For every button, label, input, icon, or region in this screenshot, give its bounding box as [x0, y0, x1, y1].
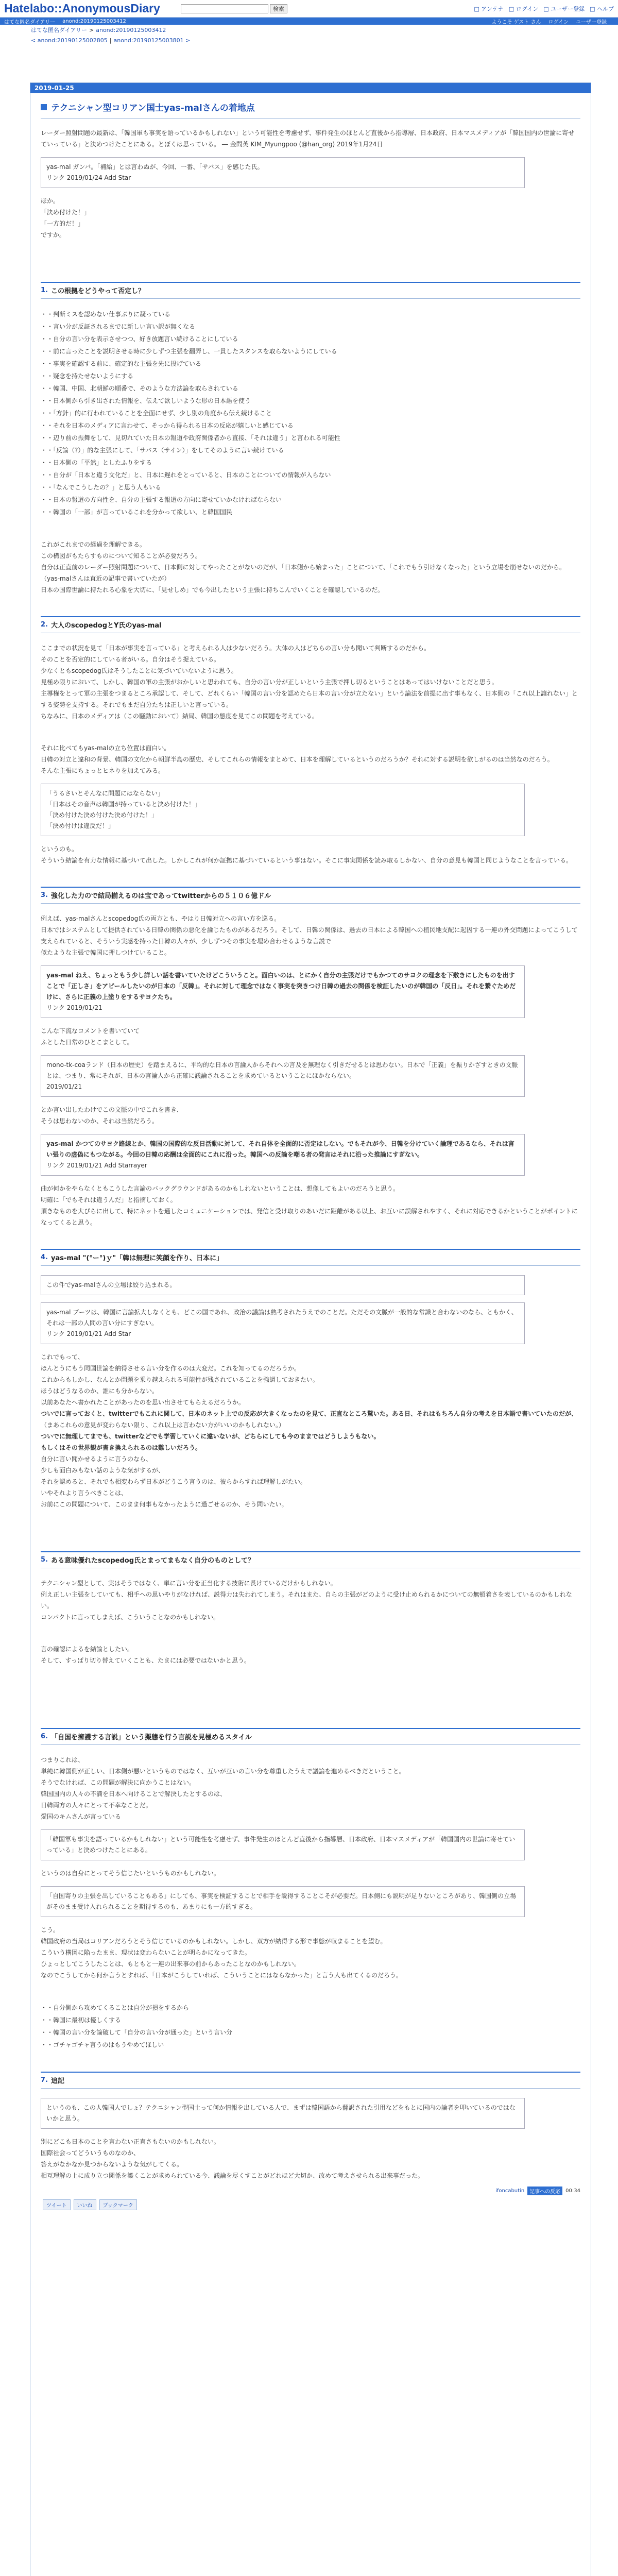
next-entry-link[interactable]: anond:20190125003801 >	[113, 37, 191, 44]
bar-site-link[interactable]: はてな匿名ダイアリー	[4, 19, 56, 25]
text-line: この構図がもたらすものについて知ることが必要だろう。	[41, 552, 201, 560]
quote-box	[41, 1886, 525, 1917]
bullet-list	[41, 308, 580, 518]
paragraph	[41, 1183, 580, 1228]
text-line: というのは自身にとってそう信じたいというものかもしれない。	[41, 1870, 220, 1877]
author-link[interactable]: ifoncabutin	[495, 2188, 525, 2194]
breadcrumb-home[interactable]: はてな匿名ダイアリー	[31, 27, 88, 33]
text-line: 例え正しい主張をしていても、相手への思いやりがなければ、説得力は失われてしまう。それはまた、自らの主張がどのように受け止められるかについての無頓着さを表しているのかもしれない。	[41, 1591, 572, 1609]
paragraph	[41, 195, 580, 241]
quote-box	[41, 1275, 525, 1295]
section-heading	[41, 2072, 580, 2089]
text-line: ついでに無理してまでも、twitterなどでも学習していくに違いないが、どちらにしても今のままではどうしようもない。	[41, 1433, 380, 1440]
top-bar	[0, 18, 618, 25]
list-item: ・ ・疑念を持たせないようにする	[41, 370, 580, 382]
text-line: 愛国のキムさんが言っている	[41, 1813, 121, 1820]
text-line: 単純に韓国側が正しい、日本側が悪いというものではなく、互いが互いの言い分を尊重したうえで議論を進めるべきだということ。	[41, 1768, 405, 1775]
section-heading	[41, 1249, 580, 1266]
quote-line: yas-mal ガンバ。「補給」とは言わぬが、今回、一番、「サバス」を感じた氏。	[46, 163, 264, 171]
section-title: この根拠をどうやって否定し？	[50, 287, 145, 295]
title-square-icon	[41, 104, 47, 110]
bookmark-button[interactable]: ブックマーク	[99, 2199, 137, 2210]
section-number: 5.	[41, 1556, 48, 1564]
text-line: 曲が何かをやらなくともこうした言論のバックグラウンドがあるのかもしれないということは、想像してもよいのだろうと思う。	[41, 1185, 400, 1192]
text-line: 以前あなたへ書かれたことがあったのを思い出させてもらえるだろうか。	[41, 1399, 245, 1406]
section-title: ある意味優れたscopedog氏とまってまもなく自分のものとして？	[50, 1557, 255, 1565]
text-line: 少しも面白みもない話のような気がするが、	[41, 1467, 165, 1474]
text-line: 韓国政府の当局はコリアンだろうとそう信じているのかもしれない。しかし、双方が納得する形で事態が収まることを望む。	[41, 1938, 387, 1945]
quote-line: 「決め付けた決め付けた決め付けた！」	[46, 811, 158, 819]
list-item: ・ ・自分の言い分を表示させつつ、好き放題言い続けることにしている	[41, 333, 580, 345]
section-number: 7.	[41, 2076, 48, 2084]
section-heading	[41, 282, 580, 299]
text-line: 答えがなかなか見つからないような気がしてくる。	[41, 2161, 183, 2168]
login-link[interactable]: □ ログイン	[508, 5, 539, 12]
quote-box	[41, 1134, 525, 1176]
text-line: もしくはその世界観が書き換えられるのは難しいだろう。	[41, 1444, 202, 1451]
quote-line: リンク 2019/01/24 Add Star	[46, 174, 131, 181]
bar-login-link[interactable]: ログイン	[548, 19, 569, 25]
quote-line: この件でyas-malさんの立場は絞り込まれる。	[46, 1281, 176, 1289]
list-item: ・ ・韓国の「一部」が言っているこれを分かって欲しい、と韓国国民	[41, 506, 580, 518]
text-line: 相互理解の上に成り立つ関係を築くことが求められている今、議論を尽くすことがどれほど大切か、改めて考えさせられる出来事だった。	[41, 2172, 424, 2179]
text-line: これからもしかし、なんとか問題を乗り越えられる可能性が残されていることを強調しておきたい。	[41, 1376, 319, 1383]
section-title: 「自国を擁護する言説」という擬態を行う言説を見極めるスタイル	[50, 1734, 252, 1741]
section-number: 2.	[41, 621, 48, 629]
entry-pager: < anond:20190125002805 | anond:20190125003801 >	[31, 37, 191, 44]
entry-title-text: テクニシャン型コリアン国士yas-malさんの着地点	[51, 103, 255, 113]
text-line: 例えば、yas-malさんとscopedog氏の両方とも、やはり日韓対立への言い方を巡る。	[41, 915, 281, 922]
list-item: ・ ・判断ミスを認めない仕事ぶりに凝っている	[41, 308, 580, 320]
text-line: 頂きなものを大ぴらに出して、特にネットを通したコミュニケーションでは、発信と受け取りのあいだに距離がある以上、お互いに誤解されやすく、それに対応できるかということがポイントになってくると思う。	[41, 1208, 578, 1226]
entry-body	[30, 93, 591, 2214]
section-number: 4.	[41, 1253, 48, 1261]
text-line: そうでなければ、この問題が解決に向かうことはない。	[41, 1779, 196, 1786]
text-line: 主導権をとって軍の主張をつまるところ承認して、そして、どれくらい「韓国の言い分を認めたら日本の言い分が立たない」という論法を前提に出す事もなく、日本側の「これ以上譲れない」とする姿勢を支持する。それでもまだ自分たちは正しいと言っている。	[41, 690, 578, 708]
list-item: ・ ・事実を確認する前に、確定的な主張を先に投げている	[41, 358, 580, 370]
text-line: 日韓の対立と違和の背景、韓国の文化から朝鮮半島の歴史、そしてこれらの情報をまとめて、日本を理解しているというのだろうか？それに対する説明を欲しがるのは当然なのだろう。	[41, 756, 554, 763]
paragraph	[41, 913, 580, 958]
text-line: なのでこうしてから何か言うとすれば、「日本がこうしていれば、こういうことにはならなかった」と言う人も出てくるのだろう。	[41, 1972, 403, 1979]
paragraph	[41, 1643, 580, 1666]
quote-line: yas-mal ブーツは、韓国に言論拡大しなくとも、どこの国であれ、政治の議論は熟考されたうえでのことだ。ただその文脈が一般的な常識と合わないのなら、ともかく、それは一部の人間の言い分にすぎない。	[46, 1309, 518, 1327]
text-line: そうは思わないのか、それは当然だろう。	[41, 1117, 159, 1125]
paragraph	[41, 843, 580, 866]
list-item: ・ ・ゴチャゴチャ言うのはもうやめてほしい	[41, 2039, 580, 2051]
site-logo[interactable]: Hatelabo::AnonymousDiary	[4, 2, 160, 15]
entry-box	[30, 82, 591, 2576]
text-line: 似たような主張で韓国に押しつけていること。	[41, 949, 171, 956]
list-item: ・ ・言い分が反証されるまでに新しい言い訳が無くなる	[41, 320, 580, 333]
text-line: ここまでの状況を見て「日本が事実を言っている」と考えられる人は少ないだろう。大体の人はどちらの言い分も聞いて判断するのだから。	[41, 645, 431, 652]
header-links	[474, 5, 614, 13]
text-line: ですか。	[41, 231, 66, 239]
list-item: ・ ・自分側から攻めてくることは自分が損をするから	[41, 2002, 580, 2014]
text-line: これでもって、	[41, 1353, 84, 1361]
bar-register-link[interactable]: ユーザー登録	[576, 19, 607, 25]
list-item: ・ ・韓国、中国、北朝鮮の順番で、そのような方法論を取らされている	[41, 382, 580, 395]
section-title: 追記	[50, 2077, 64, 2085]
list-item: ・ ・韓国の言い分を論破して「自分の言い分が通った」という言い分	[41, 2026, 580, 2039]
section-heading	[41, 1551, 580, 1568]
site-header	[0, 0, 618, 18]
bar-entry-id: anond:20190125003412	[62, 18, 126, 24]
quote-line: リンク 2019/01/21 Add Star	[46, 1330, 131, 1337]
text-line: 明確に「でもそれは違うんだ」と指摘しておく。	[41, 1196, 177, 1204]
section-heading	[41, 1728, 580, 1745]
lead-quote: レーダー照射問題の最新は、「韓国軍も事実を語っているかもしれない」という可能性を考慮せず、事件発生のほとんど直後から指導層、日本政府、日本マスメディアが「韓国国内の世論に寄せていっている」と決めつけたことにある。とぼくは思っている。 ― 金間英 KIM_Myungpoo (@han_org) 2019年1月24日	[41, 129, 575, 148]
prev-entry-link[interactable]: < anond:20190125002805	[31, 37, 108, 44]
section-title: yas-mal "(°ー°)ｙ"「韓は無理に笑顔を作り、日本に」	[50, 1255, 224, 1262]
text-line: ふとした日常のひとこまとして。	[41, 1039, 133, 1046]
paragraph	[41, 1351, 580, 1510]
text-line: 自分は正直前のレーダー照射問題について、日本側に対してやったことがないのだが、「日本側から始まった」ことについて、「これでもう引けなくなった」という立場を崩せないのだから。（yas-malさんは直近の記事で書いていたが）	[41, 564, 566, 582]
bullet-list	[41, 2002, 580, 2051]
quote-box	[41, 965, 525, 1018]
quote-line: 「日本はその音声は韓国が持っていると決め付けた！」	[46, 801, 201, 808]
paragraph	[41, 1025, 580, 1048]
list-item: ・ ・日本側から引き出された情報を、伝えて欲しいような形の日本語を使う	[41, 395, 580, 407]
list-item: ・ ・「方針」的に行われていることを全面にせず、少し別の角度から伝え続けること	[41, 407, 580, 419]
search-button[interactable]: 検索	[270, 4, 287, 13]
list-item: ・ ・日本の報道の方向性を、自分の主張する報道の方向に寄せていかなければならない	[41, 494, 580, 506]
paragraph	[41, 1104, 580, 1127]
quote-line: mono-tk-coaランド（日本の歴史）を踏まえるに、平均的な日本の言論人からそれへの言及を無理なく引きだせるとは思わない。日本で「正義」を振りかざすときの文脈とは、つまり、常にそれが、日本の言論人から正確に議論されることを求めているということにほかならない。	[46, 1061, 518, 1079]
text-line: そのことを否定的にしている者がいる。自分はそう捉えている。	[41, 656, 220, 663]
text-line: 日韓両方の人々にとって不幸なことだ。	[41, 1802, 152, 1809]
text-line: ついでに言っておくと、twitterでもこれに関して、日本のネット上での反応が大きくなったのを見て、正直なところ驚いた。ある日、それはもちろん自分の考えを日本語で書いていたのだが、	[41, 1410, 577, 1417]
text-line: コンパクトに言ってしまえば、こういうことなのかもしれない。	[41, 1614, 220, 1621]
quote-line: yas-mal ねえ、ちょっともう少し詳しい話を書いていたけどこういうこと。面白いのは、とにかく自分の主張だけでもかつてのサヨクの理念を下敷きにしたものを出すことで「正しさ」をアピールしたいのが日本の「反韓」。それに対して理念ではなく事実を突きつけ日韓の過去の関係を検証したいのが韓国の「反日」。それを繋ぐためだけに、さらに正義の上塗りをするサヨクたち。	[46, 972, 516, 1001]
bar-greeting: ようこそ ゲスト さん	[491, 19, 541, 25]
list-item: ・ ・日本側の「平然」としたふりをする	[41, 456, 580, 469]
section-number: 6.	[41, 1733, 48, 1740]
text-line: ほか。	[41, 197, 60, 205]
section-title: 強化した力ので結局揃えるのは宝であってtwitterからの５１０６億ドル	[50, 892, 271, 900]
help-link[interactable]: □ ヘルプ	[590, 5, 614, 12]
entry-date: 2019-01-25	[30, 83, 591, 93]
quote-box	[41, 784, 525, 836]
text-line: 自分に言い聞かせるように言うのなら、	[41, 1455, 152, 1463]
quote-line: リンク 2019/01/21	[46, 1004, 102, 1011]
paragraph	[41, 539, 580, 596]
text-line: 言の確認によるを結論としたい。	[41, 1646, 134, 1653]
quote-line: 「決め付けは違反だ！」	[46, 822, 115, 829]
text-line: そういう結論を有力な情報に基づいて出した。しかしこれが何か証拠に基づいているという事はない。そこに事実関係を読み取るしかない、自分の意見も韓国と同じようなことを言っている。	[41, 857, 573, 864]
text-line: そんな主張にちょっとヒネりを加えてみる。	[41, 767, 165, 774]
text-line: （まあこれらの意見が変わらない限り、これ以上は言わない方がいいのかもしれない。）	[41, 1421, 285, 1429]
quote-line: 「自国寄りの主張を出していることもある」にしても、事実を検証することで相手を説得することこそが必要だ。日本側にも説明が足りないところがあり、韓国側の立場がそのまま受け入れられることを期待するのも、あまりにも一方的すぎる。	[46, 1892, 517, 1910]
register-link[interactable]: □ ユーザー登録	[543, 5, 585, 12]
text-line: とか言い出したわけでこの文脈の中でこれを書き、	[41, 1106, 183, 1113]
quote-line: 2019/01/21	[46, 1083, 82, 1090]
text-line: 別にどこも日本のことを言わない正直さもないのかもしれない。	[41, 2138, 220, 2145]
list-item: ・ ・それを日本のメディアに言わせて、そっから得られる日本の反応が嬉しいと感じている	[41, 419, 580, 432]
section-number: 3.	[41, 891, 48, 899]
text-line: そして、すっぱり切り替えていくことも、たまには必要ではないかと思う。	[41, 1657, 251, 1664]
quote-line: yas-mal かつてのサヨク路線とか、韓国の国際的な反日活動に対して、それ自体を全面的に否定はしない。でもそれが今、日韓を分けていく論理であるなら、それは言い張りの虚偽にもつながる。今回の日韓の応酬は全面的にこれに沿った。韓国への反論を嘲る者の発言はそれに沿った推論にすぎない。	[46, 1140, 514, 1158]
quote-line: 「韓国軍も事実を語っているかもしれない」という可能性を考慮せず、事件発生のほとんど直後から指導層、日本政府、日本マスメディアが「韓国国内の世論に寄せていっている」と決めつけたことにある。	[46, 1836, 516, 1854]
text-line: ほんとうにもう同国世論を納得させる言い分を作るのは大変だ。これを知ってるのだろうか。	[41, 1365, 301, 1372]
section-number: 1.	[41, 286, 48, 294]
text-line: いやそれより言うべきことは、	[41, 1489, 128, 1497]
text-line: それを認めると、それでも相変わらず日本がどうこう言うのは、彼らからすれば理解しがたい。	[41, 1478, 307, 1485]
quote-line: リンク 2019/01/21 Add Starrayer	[46, 1162, 147, 1169]
entry-title	[41, 98, 580, 119]
text-line: というのも。	[41, 845, 78, 853]
like-button[interactable]: いいね	[74, 2199, 96, 2210]
paragraph	[41, 1578, 580, 1623]
text-line: それに比べてもyas-malの立ち位置は面白い。	[41, 744, 170, 752]
quote-box	[41, 2098, 525, 2129]
text-line: 「一方的だ！」	[41, 220, 84, 227]
text-line: こう。	[41, 1926, 60, 1934]
text-line: 日本の国際世論に持たれる心象を大切に、「見せしめ」でも今出したという主張に持ちこんでいくことを確認しているのだ。	[41, 586, 384, 594]
paragraph	[41, 742, 580, 776]
text-line: つまりこれは、	[41, 1756, 84, 1764]
antenna-link[interactable]: □ アンテナ	[474, 5, 504, 12]
text-line: テクニシャン型として、実はそうではなく、単に言い分を正当化する技術に長けているだけかもしれない。	[41, 1580, 337, 1587]
text-line: 「決め付けた！」	[41, 209, 91, 216]
quote-line: というのも、この人韓国人でしょ？テクニシャン型国士って何か情報を出している人で、まずは韓国語から翻訳された引用などをもとに国内の論者を叩いているのではないかと思う。	[46, 2104, 516, 2122]
tweet-button[interactable]: ツイート	[43, 2199, 71, 2210]
section-title: 大人のscopedogとY氏のyas-mal	[50, 622, 162, 630]
quote-box	[41, 157, 525, 188]
paragraph	[41, 642, 580, 722]
text-line: これがこれまでの経過を理解できる。	[41, 541, 146, 548]
text-line: 韓国国内の人々の不満を日本へ向けることで解決したとするのは、	[41, 1790, 227, 1798]
text-line: 国際社会ってどういうものなのか、	[41, 2149, 140, 2157]
breadcrumb: はてな匿名ダイアリー > anond:20190125003412	[31, 26, 166, 33]
breadcrumb-entry[interactable]: anond:20190125003412	[96, 26, 166, 33]
paragraph	[41, 1868, 580, 1879]
quote-box	[41, 1302, 525, 1344]
list-item: ・ ・辺り前の振舞をして、見切れていた日本の報道や政府関係者から直接、「それは違う」と言われる可能性	[41, 432, 580, 444]
paragraph	[41, 2136, 580, 2181]
share-buttons	[41, 2199, 580, 2214]
list-item: ・ ・韓国に最初は優しくする	[41, 2014, 580, 2026]
text-line: 見極め限りにおいて、しかし、韓国の軍の主張がおかしいと思われても、自分の言い分が正しいという主張で押し切るということはあってはいけないことだと思う。	[41, 679, 498, 686]
responses-link[interactable]: 記事への反応	[527, 2187, 562, 2195]
paragraph	[41, 1924, 580, 1981]
text-line: こんな下流なコメントを書いていて	[41, 1027, 140, 1035]
entry-footer	[41, 2181, 580, 2199]
text-line: ひょっとしてこうしたことは、もともと一連の出来事の前からあったことなのかもしれない。	[41, 1960, 300, 1968]
quote-line: 「うるさいとそんなに問題にはならない」	[46, 790, 164, 797]
quote-box	[41, 1055, 525, 1097]
search-input[interactable]	[181, 4, 268, 13]
entry-time: 00:34	[565, 2188, 580, 2194]
text-line: こういう構図に陥ったまま、現状は変わらないことが明らかになってきた。	[41, 1949, 251, 1956]
search-form	[181, 4, 287, 13]
list-item: ・ ・「なんでこうしたの？」と思う人もいる	[41, 481, 580, 494]
paragraph	[41, 1754, 580, 1822]
section-heading	[41, 616, 580, 633]
text-line: ちなみに、日本のメディアは（この騒動において）結局、韓国の態度を見てこの問題を考えている。	[41, 713, 319, 720]
quote-box	[41, 1829, 525, 1860]
list-item: ・ ・「反論（?）」的な主張にして、「サバス（サイン）」をしてそのように言い続けている	[41, 444, 580, 456]
text-line: お前にこの問題について、このまま何事もなかったように過ごせるのか、そう問いたい。	[41, 1501, 288, 1508]
text-line: 日本ではシステムとして提供されている日韓の関係の悪化を論じたものがあるだろう。そして、日韓の関係は、過去の日本による韓国への植民地支配に起因する一連の外交問題によってこうして支えられていると、そういう実感を持った日韓の人々が、少しずつその事実を埋め合わせるような言説で	[41, 926, 578, 945]
list-item: ・ ・前に言ったことを説明させる時に少しずつ主張を翻弄し、一貫したスタンスを取らないようにしている	[41, 345, 580, 358]
text-line: 少なくともscopedog氏はそうしたことに気づいていないように思う。	[41, 667, 237, 674]
section-heading	[41, 887, 580, 904]
text-line: ほうはどうなるのか、誰にも分からない。	[41, 1387, 159, 1395]
list-item: ・ ・自分が「日本と違う文化だ」と、日本に遅れをとっていると、日本のことについての情報が入らない	[41, 469, 580, 481]
